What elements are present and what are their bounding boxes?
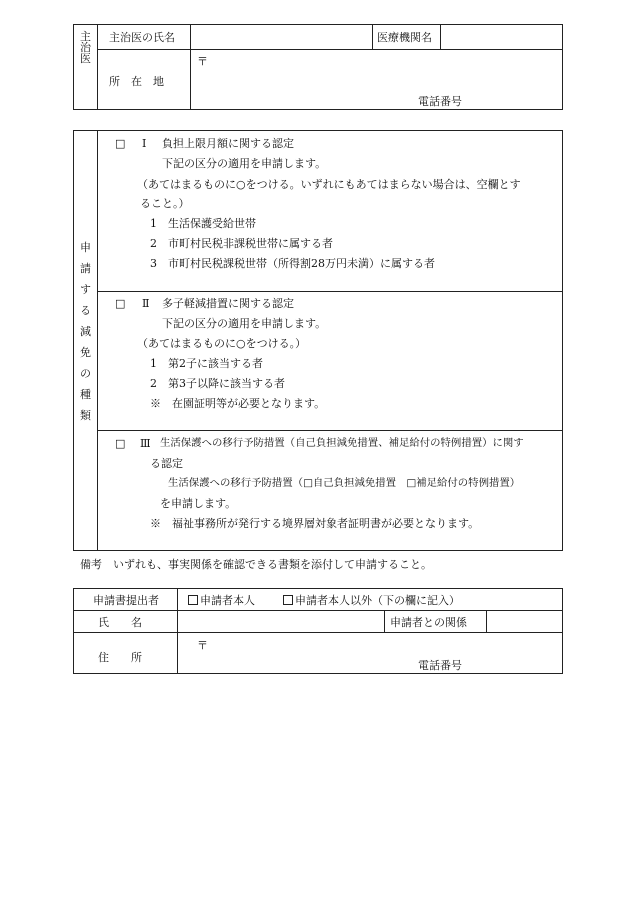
submitter-option-self[interactable] (188, 595, 255, 606)
doctor-postal-mark: 〒 (197, 55, 208, 68)
reduction-side-divider (97, 130, 98, 551)
item2-title: 多子軽減措置に関する認定 (162, 297, 294, 310)
item3-title-line1: 生活保護への移行予防措置（自己負担減免措置、補足給付の特例措置）に関す (160, 437, 524, 449)
doctor-address-label: 所 在 地 (109, 75, 164, 88)
relation-field[interactable] (487, 611, 562, 631)
relation-label-left-divider (384, 610, 385, 632)
submitter-address-label: 住 所 (98, 651, 142, 664)
submitter-postal-mark: 〒 (197, 639, 208, 652)
item3-note: ※ 福祉事務所が発行する境界層対象者証明書が必要となります。 (150, 517, 480, 530)
self-option-label: 申請者本人 (200, 594, 255, 607)
relation-label: 申請者との関係 (390, 616, 467, 629)
reduction-side-label: 申 請 す る 減 免 の 種 類 (80, 241, 91, 422)
item2-checkbox[interactable]: □ (115, 297, 126, 310)
item2-note: ※ 在園証明等が必要となります。 (150, 397, 326, 410)
remarks-text: 備考 いずれも、事実関係を確認できる書類を添付して申請すること。 (80, 558, 432, 571)
institution-label-left-divider (372, 24, 373, 49)
reduction-row-divider-2 (97, 430, 563, 431)
submitter-name-field[interactable] (178, 611, 383, 631)
doctor-name-field[interactable] (191, 25, 371, 48)
institution-label: 医療機関名 (377, 31, 432, 44)
doctor-phone-label: 電話番号 (418, 95, 462, 108)
reduction-row-divider-1 (97, 291, 563, 292)
item1-line2: （あてはまるものに○をつける。いずれにもあてはまらない場合は、空欄とす (137, 178, 521, 191)
doctor-side-label: 主 治 医 (80, 30, 91, 65)
item2-line2: （あてはまるものに○をつける。） (137, 337, 307, 350)
other-option-label: 申請者本人以外（下の欄に記入） (295, 594, 460, 607)
submitter-address-field[interactable] (178, 633, 562, 673)
doctor-side-divider (97, 24, 98, 110)
item1-title: 負担上限月額に関する認定 (162, 137, 294, 150)
item1-option-2: 2 市町村民税非課税世帯に属する者 (150, 237, 333, 250)
item3-numeral: Ⅲ (140, 437, 151, 450)
item1-line1: 下記の区分の適用を申請します。 (162, 157, 327, 170)
item2-numeral: Ⅱ (142, 297, 150, 310)
item2-option-1: 1 第2子に該当する者 (150, 357, 263, 370)
other-checkbox[interactable] (283, 595, 293, 605)
doctor-name-label: 主治医の氏名 (109, 31, 175, 44)
submitter-phone-label: 電話番号 (418, 659, 462, 672)
submitter-name-label: 氏 名 (98, 616, 142, 629)
item3-title-line2: る認定 (150, 457, 183, 470)
item1-numeral: Ⅰ (142, 137, 147, 150)
submitter-label: 申請書提出者 (93, 594, 159, 607)
institution-field[interactable] (441, 25, 562, 48)
item3-checkbox[interactable]: □ (115, 437, 126, 450)
doctor-address-field[interactable] (191, 50, 562, 109)
self-checkbox[interactable] (188, 595, 198, 605)
item1-option-3: 3 市町村民税課税世帯（所得割28万円未満）に属する者 (150, 257, 435, 270)
item1-option-1: 1 生活保護受給世帯 (150, 217, 256, 230)
submitter-option-other[interactable] (283, 595, 460, 606)
item3-body-line2: を申請します。 (160, 497, 237, 510)
item2-option-2: 2 第3子以降に該当する者 (150, 377, 285, 390)
item1-checkbox[interactable]: □ (115, 137, 126, 150)
item2-line1: 下記の区分の適用を申請します。 (162, 317, 327, 330)
item1-line3: ること。） (140, 197, 190, 210)
item3-body-line1: 生活保護への移行予防措置（□自己負担減免措置 □補足給付の特例措置） (168, 477, 521, 489)
